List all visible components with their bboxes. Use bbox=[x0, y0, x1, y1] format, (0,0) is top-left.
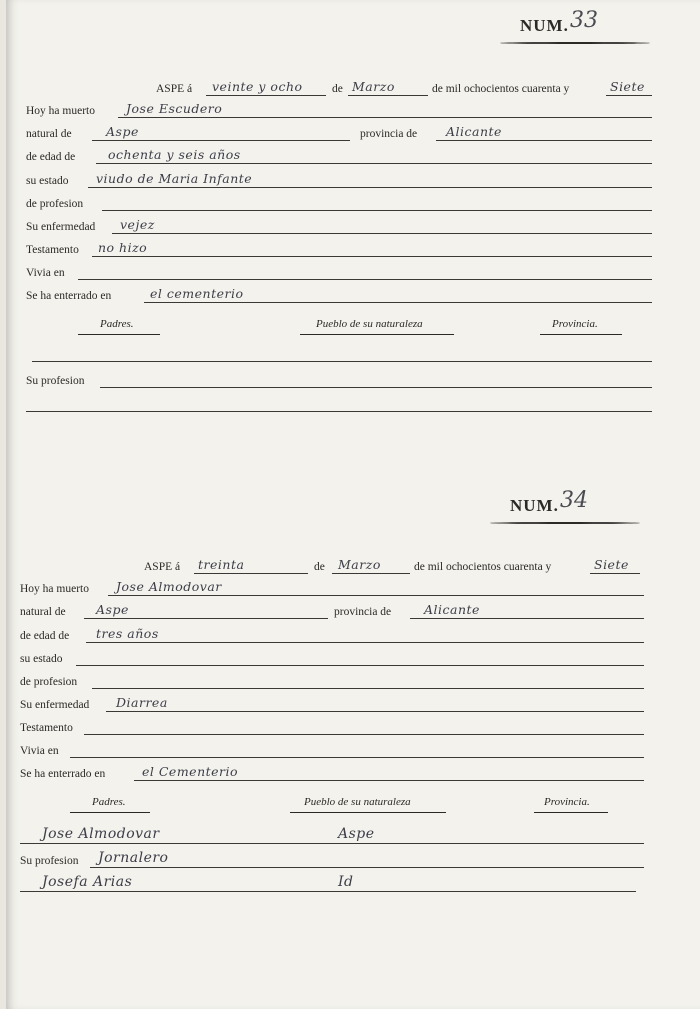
burial-place: el Cementerio bbox=[142, 764, 239, 779]
field-vivia-en: Vivia en bbox=[26, 260, 652, 282]
parent-profession: Jornalero bbox=[98, 850, 169, 866]
num-underline bbox=[490, 522, 640, 524]
de-label: de bbox=[332, 83, 343, 95]
record-number: 33 bbox=[570, 8, 598, 33]
field-enterrado-en: Se ha enterrado en el Cementerio bbox=[20, 761, 644, 783]
provincia-value: Alicante bbox=[446, 124, 502, 139]
month: Marzo bbox=[352, 79, 395, 94]
father-name: Jose Almodovar bbox=[42, 826, 160, 842]
father-line bbox=[32, 342, 652, 364]
age: tres años bbox=[96, 626, 159, 641]
date-day: treinta bbox=[198, 557, 245, 572]
illness: vejez bbox=[120, 217, 155, 232]
date-line bbox=[26, 76, 652, 98]
mother-pueblo: Id bbox=[338, 874, 354, 890]
death-record-34 bbox=[6, 470, 700, 1009]
field-su-enfermedad: Su enfermedad Diarrea bbox=[20, 692, 644, 714]
field-su-estado: su estado bbox=[20, 646, 644, 668]
field-su-enfermedad: Su enfermedad vejez bbox=[26, 214, 652, 236]
aspe-label: ASPE á bbox=[156, 83, 193, 95]
year-hand: Siete bbox=[610, 79, 645, 94]
father-line bbox=[20, 824, 644, 846]
burial-place: el cementerio bbox=[150, 286, 244, 301]
year-hand: Siete bbox=[594, 557, 629, 572]
field-de-edad-de: de edad de ochenta y seis años bbox=[26, 144, 652, 166]
num-label: NUM. bbox=[520, 16, 569, 35]
aspe-label: ASPE á bbox=[144, 561, 181, 573]
field-natural-de: natural de Aspe provincia de Alicante bbox=[26, 121, 652, 143]
birthplace: Aspe bbox=[96, 602, 129, 617]
mil-label: de mil ochocientos cuarenta y bbox=[414, 561, 552, 573]
field-hoy-ha-muerto: Hoy ha muerto Jose Escudero bbox=[26, 98, 652, 120]
field-su-profesion: Su profesion Jornalero bbox=[20, 848, 644, 870]
month: Marzo bbox=[338, 557, 381, 572]
field-de-edad-de: de edad de tres años bbox=[20, 623, 644, 645]
provincia-header: Provincia. bbox=[544, 796, 590, 808]
date-day: veinte y ocho bbox=[212, 79, 303, 94]
date-line bbox=[20, 554, 644, 576]
provincia-label: provincia de bbox=[360, 128, 418, 140]
field-testamento: Testamento no hizo bbox=[26, 237, 652, 259]
deceased-name: Jose Almodovar bbox=[116, 579, 222, 594]
field-de-profesion: de profesion bbox=[26, 191, 652, 213]
field-vivia-en: Vivia en bbox=[20, 738, 644, 760]
field-testamento: Testamento bbox=[20, 715, 644, 737]
father-pueblo: Aspe bbox=[338, 826, 375, 842]
mother-line bbox=[20, 872, 636, 894]
death-record-33 bbox=[6, 0, 700, 460]
mil-label: de mil ochocientos cuarenta y bbox=[432, 83, 570, 95]
mother-line bbox=[26, 392, 652, 414]
year-rule bbox=[606, 95, 652, 96]
field-enterrado-en: Se ha enterrado en el cementerio bbox=[26, 283, 652, 305]
age: ochenta y seis años bbox=[108, 147, 241, 162]
register-page bbox=[6, 0, 700, 1009]
date-day-rule bbox=[206, 95, 326, 96]
birthplace: Aspe bbox=[106, 124, 139, 139]
field-de-profesion: de profesion bbox=[20, 669, 644, 691]
month-rule bbox=[348, 95, 428, 96]
num-label: NUM. bbox=[510, 496, 559, 515]
marital-status: viudo de Maria Infante bbox=[96, 171, 253, 186]
pueblo-header: Pueblo de su naturaleza bbox=[316, 318, 423, 330]
provincia-value: Alicante bbox=[424, 602, 480, 617]
padres-header: Padres. bbox=[92, 796, 126, 808]
field-su-estado: su estado viudo de Maria Infante bbox=[26, 168, 652, 190]
field-natural-de: natural de Aspe provincia de Alicante bbox=[20, 599, 644, 621]
num-underline bbox=[500, 42, 650, 44]
illness: Diarrea bbox=[116, 695, 168, 710]
deceased-name: Jose Escudero bbox=[126, 101, 223, 116]
provincia-header: Provincia. bbox=[552, 318, 598, 330]
pueblo-header: Pueblo de su naturaleza bbox=[304, 796, 411, 808]
testament: no hizo bbox=[98, 240, 148, 255]
field-su-profesion: Su profesion bbox=[26, 368, 652, 390]
record-number: 34 bbox=[560, 488, 588, 513]
padres-header: Padres. bbox=[100, 318, 134, 330]
provincia-label: provincia de bbox=[334, 606, 392, 618]
mother-name: Josefa Arias bbox=[42, 874, 133, 890]
de-label: de bbox=[314, 561, 325, 573]
field-hoy-ha-muerto: Hoy ha muerto Jose Almodovar bbox=[20, 576, 644, 598]
